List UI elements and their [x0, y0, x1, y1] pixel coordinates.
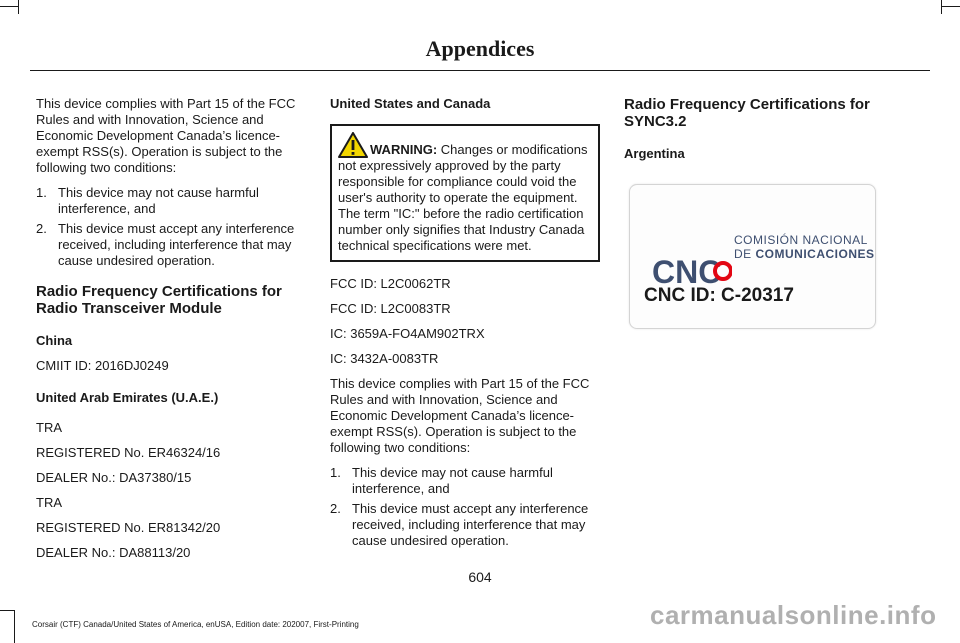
compliance-paragraph: This device complies with Part 15 of the FCC Rules and with Innovation, Science and Economic Development Canada’s licence-exempt RSS(s). Operation is subject to the following two conditions: [330, 376, 590, 455]
cnc-organization [734, 233, 875, 261]
crop-mark [0, 6, 18, 7]
cnc-org-line [734, 247, 875, 261]
certification-line: REGISTERED No. ER46324/16 [36, 445, 221, 460]
page-number: 604 [468, 569, 492, 585]
column-left [36, 96, 306, 570]
crop-mark [942, 6, 960, 7]
cnc-org-line: COMISIÓN NACIONAL [734, 233, 868, 247]
list-number: 2. [36, 221, 47, 236]
certification-line: TRA [36, 420, 62, 435]
certification-id: CMIIT ID: 2016DJ0249 [36, 358, 169, 373]
cnc-org-bold: COMUNICACIONES [755, 247, 875, 261]
certification-line: REGISTERED No. ER81342/20 [36, 520, 221, 535]
watermark: carmanualsonline.info [650, 600, 937, 630]
header-divider [30, 70, 930, 71]
compliance-paragraph: This device complies with Part 15 of the FCC Rules and with Innovation, Science and Economic Development Canada’s licence-exempt RSS(s). Operation is subject to the following two conditions: [36, 96, 296, 175]
edition-footer: Corsair (CTF) Canada/United States of America, enUSA, Edition date: 202007, First-Printing [32, 620, 359, 629]
certification-id: FCC ID: L2C0083TR [330, 301, 451, 316]
country-label: Argentina [624, 146, 685, 161]
crop-mark [941, 0, 942, 14]
list-number: 1. [36, 185, 47, 200]
crop-mark [18, 0, 19, 14]
list-text: This device may not cause harmful interference, and [58, 185, 259, 216]
list-number: 2. [330, 501, 341, 516]
cnc-certification-label [629, 184, 876, 329]
country-label: United Arab Emirates (U.A.E.) [36, 390, 219, 405]
certification-line: DEALER No.: DA37380/15 [36, 470, 192, 485]
list-text: This device must accept any interference received, including interference that may cause undesired operation. [352, 501, 589, 548]
conditions-list [36, 185, 306, 269]
country-label: China [36, 333, 73, 348]
certification-line: DEALER No.: DA88113/20 [36, 545, 191, 560]
column-right [624, 96, 904, 171]
column-middle [330, 96, 600, 558]
page-title: Appendices [425, 36, 535, 61]
list-item [330, 465, 600, 497]
list-number: 1. [330, 465, 341, 480]
crop-mark [0, 610, 14, 611]
list-text: This device may not cause harmful interference, and [352, 465, 553, 496]
cnc-logo-text: CNC [652, 257, 722, 285]
list-text: This device must accept any interference received, including interference that may cause undesired operation. [58, 221, 295, 268]
conditions-list [330, 465, 600, 549]
section-subheading: United States and Canada [330, 96, 491, 111]
certification-line: TRA [36, 495, 62, 510]
certification-id: FCC ID: L2C0062TR [330, 276, 451, 291]
certification-id: IC: 3432A-0083TR [330, 351, 439, 366]
cnc-logo [652, 257, 732, 285]
list-item [330, 501, 600, 549]
crop-mark [14, 610, 15, 643]
warning-box [330, 124, 600, 262]
cnc-id: CNC ID: C-20317 [644, 285, 794, 306]
cnc-org-prefix: DE [734, 247, 756, 261]
warning-icon [338, 132, 368, 158]
warning-text: Changes or modifications not expressively approved by the party responsible for compliance could void the user's authority to operate the equipment. The term "IC:" before the radio certification number only signifies that Industry Canada technical specifications were met. [338, 142, 588, 253]
certification-id: IC: 3659A-FO4AM902TRX [330, 326, 485, 341]
list-item [36, 185, 306, 217]
section-heading: Radio Frequency Certifications for Radio Transceiver Module [36, 283, 282, 317]
list-item [36, 221, 306, 269]
warning-label: WARNING: [370, 142, 438, 157]
section-heading: Radio Frequency Certifications for SYNC3.2 [624, 96, 870, 130]
